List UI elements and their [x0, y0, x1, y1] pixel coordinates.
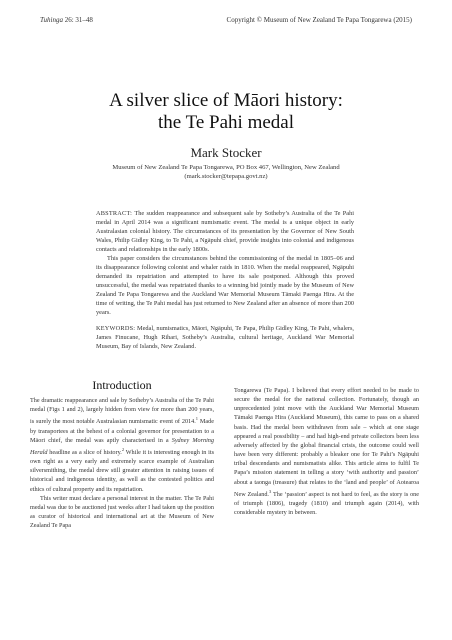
intro-p1-part-b: Made by transportees at the behest of a colonial governor for presentation to a Māori chief, the medal was aptly characterised in a	[30, 418, 214, 444]
intro-paragraph-2: This writer must declare a personal interest in the matter. The Te Pahi medal was due to be auctioned just weeks after I had taken up the position as curator of historical and international art at the Museum of New Zealand Te Papa	[30, 494, 214, 530]
body-column-right	[234, 386, 419, 517]
abstract-paragraph-2: This paper considers the circumstances behind the commissioning of the medal in 1805–06 and its disappearance following colonist and whaler raids in 1810. When the medal reappeared, Ngāpuhi demanded its repatriation and attempted to have its sale postponed. Although this proved unsuccessful, the medal was repatriated thanks to a winning bid jointly made by the Museum of New Zealand Te Papa Tongarewa and the Auckland War Memorial Museum Tāmaki Paenga Hira. At the time of writing, the Te Pahi medal has just returned to New Zealand after an absence of more than 200 years.	[96, 255, 354, 316]
keywords-text: Medal, numismatics, Māori, Ngāpuhi, Te Papa, Philip Gidley King, Te Pahi, whalers, James Finucane, Hugh Rihari, Sotheby’s Australia, cultural heritage, Auckland War Memorial Museum, Bay of Islands, New Zealand.	[96, 325, 354, 350]
article-title	[0, 90, 452, 134]
footnote-ref-2[interactable]: 2	[121, 446, 125, 452]
copyright-notice: Copyright © Museum of New Zealand Te Papa Tongarewa (2015)	[226, 16, 412, 24]
abstract-label: ABSTRACT:	[96, 210, 133, 217]
journal-name: Tuhinga	[40, 16, 63, 24]
intro-right-part-b: The ‘passion’ aspect is not hard to feel, as the story is one of triumph (1806), tragedy (1810) and triumph again (2014), with considerable mystery in between.	[234, 490, 419, 517]
section-heading-introduction: Introduction	[92, 378, 152, 392]
intro-p1-part-c: headline as a slice of history.	[47, 448, 122, 456]
newspaper-title: Sydney Morning Herald	[30, 436, 214, 456]
keywords-label: KEYWORDS:	[96, 325, 136, 332]
footnote-ref-1[interactable]: 1	[195, 416, 199, 422]
affiliation-email: (mark.stocker@tepapa.govt.nz)	[184, 172, 268, 180]
title-line-1: A silver slice of Māori history:	[109, 90, 343, 111]
abstract	[96, 209, 354, 351]
intro-p1-part-d: While it is interesting enough in its own right as a very early and extremely scarce example of Australian silversmithing, the medal drew still greater attention in raising issues of historical and indigenous identity, as well as the contested politics and ethics of cultural property and its repatriation.	[30, 448, 214, 493]
affiliation-address: Museum of New Zealand Te Papa Tongarewa, PO Box 467, Wellington, New Zealand	[112, 164, 340, 171]
journal-citation	[40, 16, 93, 24]
title-line-2: the Te Pahi medal	[157, 112, 295, 133]
abstract-text-1: The sudden reappearance and subsequent sale by Sotheby’s Australia of the Te Pahi medal in April 2014 was a significant numismatic event. The medal is a unique object in early Australasian colonial history. The circumstances of its presentation by the Governor of New South Wales, Philip Gidley King, to Te Pahi, a Ngāpuhi chief, provide insights into colonial and indigenous contacts and relationships in the early 1800s.	[96, 210, 354, 253]
intro-p1-part-a: The dramatic reappearance and sale by Sotheby’s Australia of the Te Pahi medal (Figs 1 and 2), largely hidden from view for more than 200 years, is surely the most notable Australasian numismatic event of 2014.	[30, 397, 214, 426]
journal-issue: 26: 31–48	[62, 16, 93, 24]
intro-paragraph-2-continued	[234, 386, 419, 517]
footnote-ref-3[interactable]: 3	[268, 488, 272, 494]
abstract-paragraph-1	[96, 209, 354, 254]
keywords	[96, 324, 354, 351]
author-affiliation	[0, 164, 452, 181]
body-column-left	[30, 378, 214, 530]
intro-paragraph-1	[30, 396, 214, 494]
intro-right-part-a: Tongarewa (Te Papa). I believed that every effort needed to be made to secure the medal for the national collection. Fortunately, though an unprecedented joint move with the Auckland War Memorial Museum Tāmaki Paenga Hira (Auckland Museum), this came to pass on a shared basis. Had the medal been withdrawn from sale – which at one stage appeared a real possibility – and had high-end private collectors been less adversely affected by the global financial crisis, the outcome could well have been very different: probably a bleaker one for Te Pahi’s Ngāpuhi tribal descendants and numismatists alike. This article aims to fulfil Te Papa’s mission statement in telling a story ‘with authority and passion’ about a taonga (treasure) that relates to the ‘land and people’ of Aotearoa New Zealand.	[234, 387, 419, 498]
author-name: Mark Stocker	[190, 145, 262, 160]
